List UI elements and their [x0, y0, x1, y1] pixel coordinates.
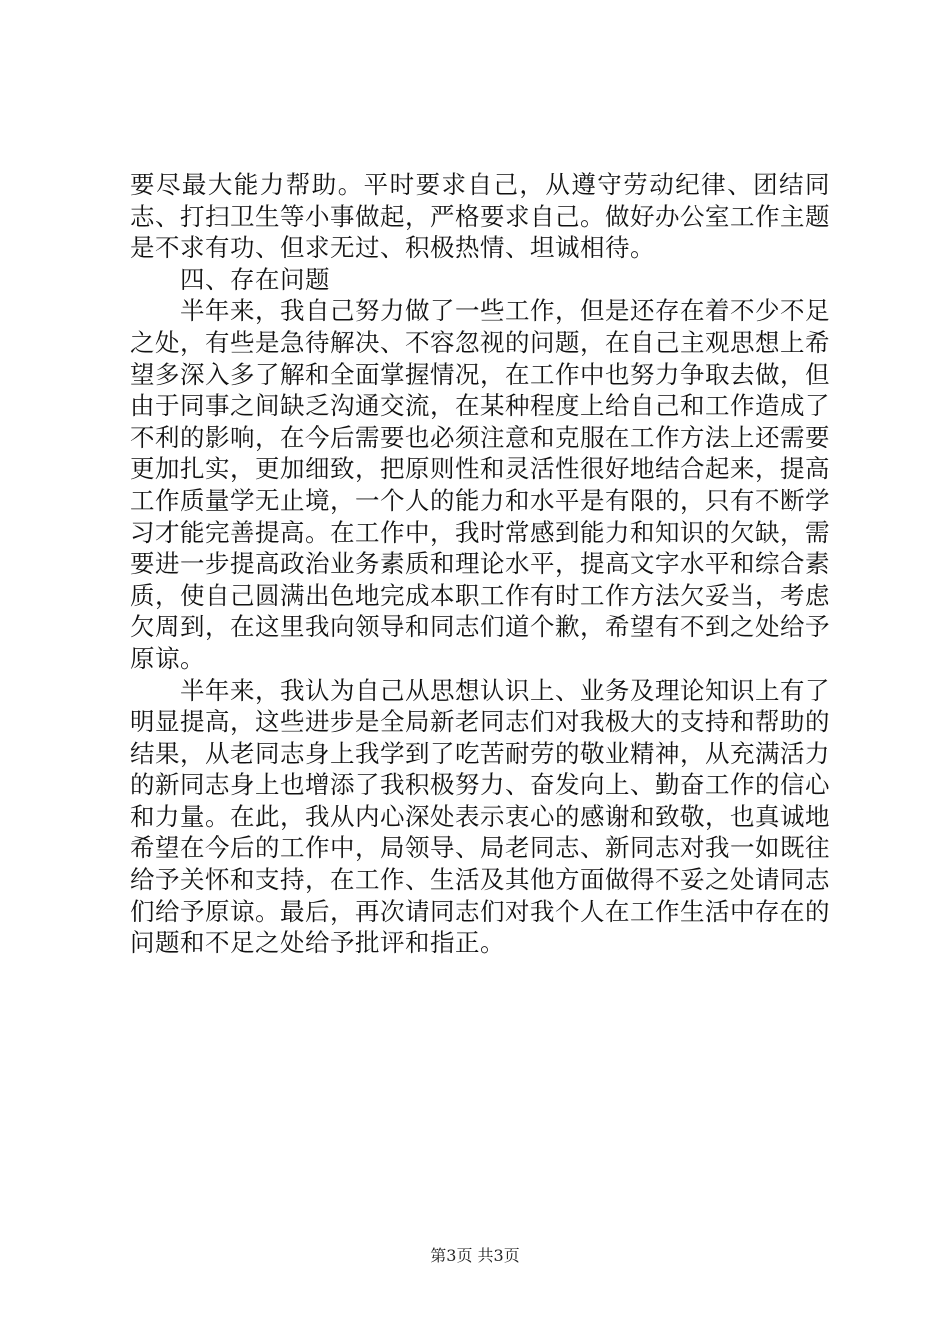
paragraph-problems: 半年来，我自己努力做了一些工作，但是还存在着不少不足之处，有些是急待解决、不容忽视的问题，在自己主观思想上希望多深入多了解和全面掌握情况，在工作中也努力争取去做，但由于同事之间缺乏沟通交流，在某种程度上给自己和工作造成了不利的影响，在今后需要也必须注意和克服在工作方法上还需要更加扎实，更加细致，把原则性和灵活性很好地结合起来，提高工作质量学无止境，一个人的能力和水平是有限的，只有不断学习才能完善提高。在工作中，我时常感到能力和知识的欠缺，需要进一步提高政治业务素质和理论水平，提高文字水平和综合素质，使自己圆满出色地完成本职工作有时工作方法欠妥当，考虑欠周到，在这里我向领导和同志们道个歉，希望有不到之处给予原谅。 [130, 296, 830, 673]
page-number-footer: 第3页 共3页 [430, 1246, 520, 1265]
document-body [130, 169, 830, 959]
paragraph-continuation: 要尽最大能力帮助。平时要求自己，从遵守劳动纪律、团结同志、打扫卫生等小事做起，严格要求自己。做好办公室工作主题是不求有功、但求无过、积极热情、坦诚相待。 [130, 170, 830, 263]
section-heading: 四、存在问题 [180, 264, 330, 294]
paragraph-conclusion: 半年来，我认为自己从思想认识上、业务及理论知识上有了明显提高，这些进步是全局新老同志们对我极大的支持和帮助的结果，从老同志身上我学到了吃苦耐劳的敬业精神，从充满活力的新同志身上也增添了我积极努力、奋发向上、勤奋工作的信心和力量。在此，我从内心深处表示衷心的感谢和致敬，也真诚地希望在今后的工作中，局领导、局老同志、新同志对我一如既往给予关怀和支持，在工作、生活及其他方面做得不妥之处请同志们给予原谅。最后，再次请同志们对我个人在工作生活中存在的问题和不足之处给予批评和指正。 [130, 675, 830, 958]
